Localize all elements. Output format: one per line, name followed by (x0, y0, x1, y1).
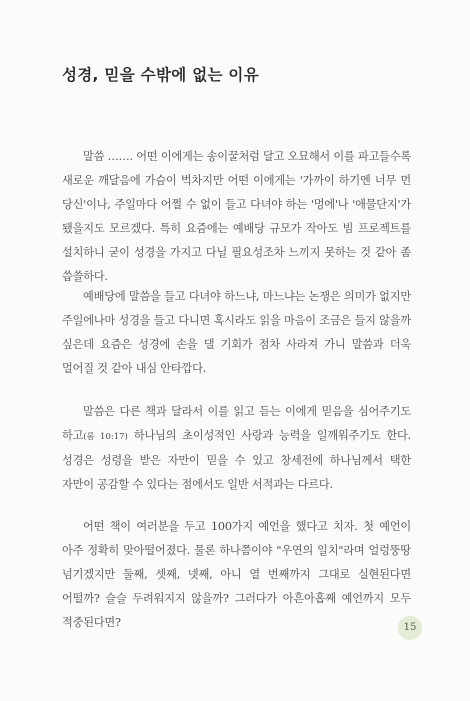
paragraph-2: 예배당에 말씀을 들고 다녀야 하느냐, 마느냐는 논쟁은 의미가 없지만 주일에나마 성경을 들고 다니면 혹시라도 읽을 마음이 조금은 들지 않을까 싶은데 요즘은 성경에 손을 댈 기회가 점차 사라져 가니 말씀과 더욱 멀어질 것 같아 내심 안타깝다. (62, 290, 411, 375)
page-title: 성경, 믿을 수밖에 없는 이유 (62, 66, 259, 84)
paragraph-3-text-before: 말씀은 다른 책과 달라서 이를 읽고 듣는 이에게 믿음을 심어주기도 하고 (62, 405, 411, 442)
paragraph-4: 어떤 책이 여러분을 두고 100가지 예언을 했다고 치자. 첫 예언이 아주 정확히 맞아떨어졌다. 물론 하나쯤이야 "우연의 일치"라며 얼렁뚱땅 넘기겠지만 둘째, 셋째, 넷째, 아니 열 번째까지 그대로 실현된다면 어떨까? 슬슬 두려워지지 않을까? 그러다가 아흔아홉째 예언까지 모두 적중된다면? (62, 520, 411, 629)
scripture-reference: (롬 10:17) (83, 432, 128, 442)
paragraph-3-text-after: 하나님의 초이성적인 사랑과 능력을 일깨워주기도 한다. 성경은 성령을 받은 자만이 믿을 수 있고 창세전에 하나님께서 택한 자만이 공감할 수 있다는 점에서도 일반 서적과는 다르다. (62, 429, 411, 491)
paragraph-3 (62, 400, 411, 497)
paragraph-1: 말씀 ……. 어떤 이에게는 송이꿀처럼 달고 오묘해서 이를 파고들수록 새로운 깨달음에 가슴이 벅차지만 어떤 이에게는 '가까이 하기엔 너무 먼 당신'이나, 주일마다 어쩔 수 없이 들고 다녀야 하는 '멍에'나 '애물단지'가 됐을지도 모르겠다. 특히 요즘에는 예배당 규모가 작아도 빔 프로젝트를 설치하니 굳이 성경을 가지고 다닐 필요성조차 느끼지 못하는 것 같아 좀 씁쓸하다. (62, 150, 411, 283)
page-number: 15 (398, 616, 422, 640)
